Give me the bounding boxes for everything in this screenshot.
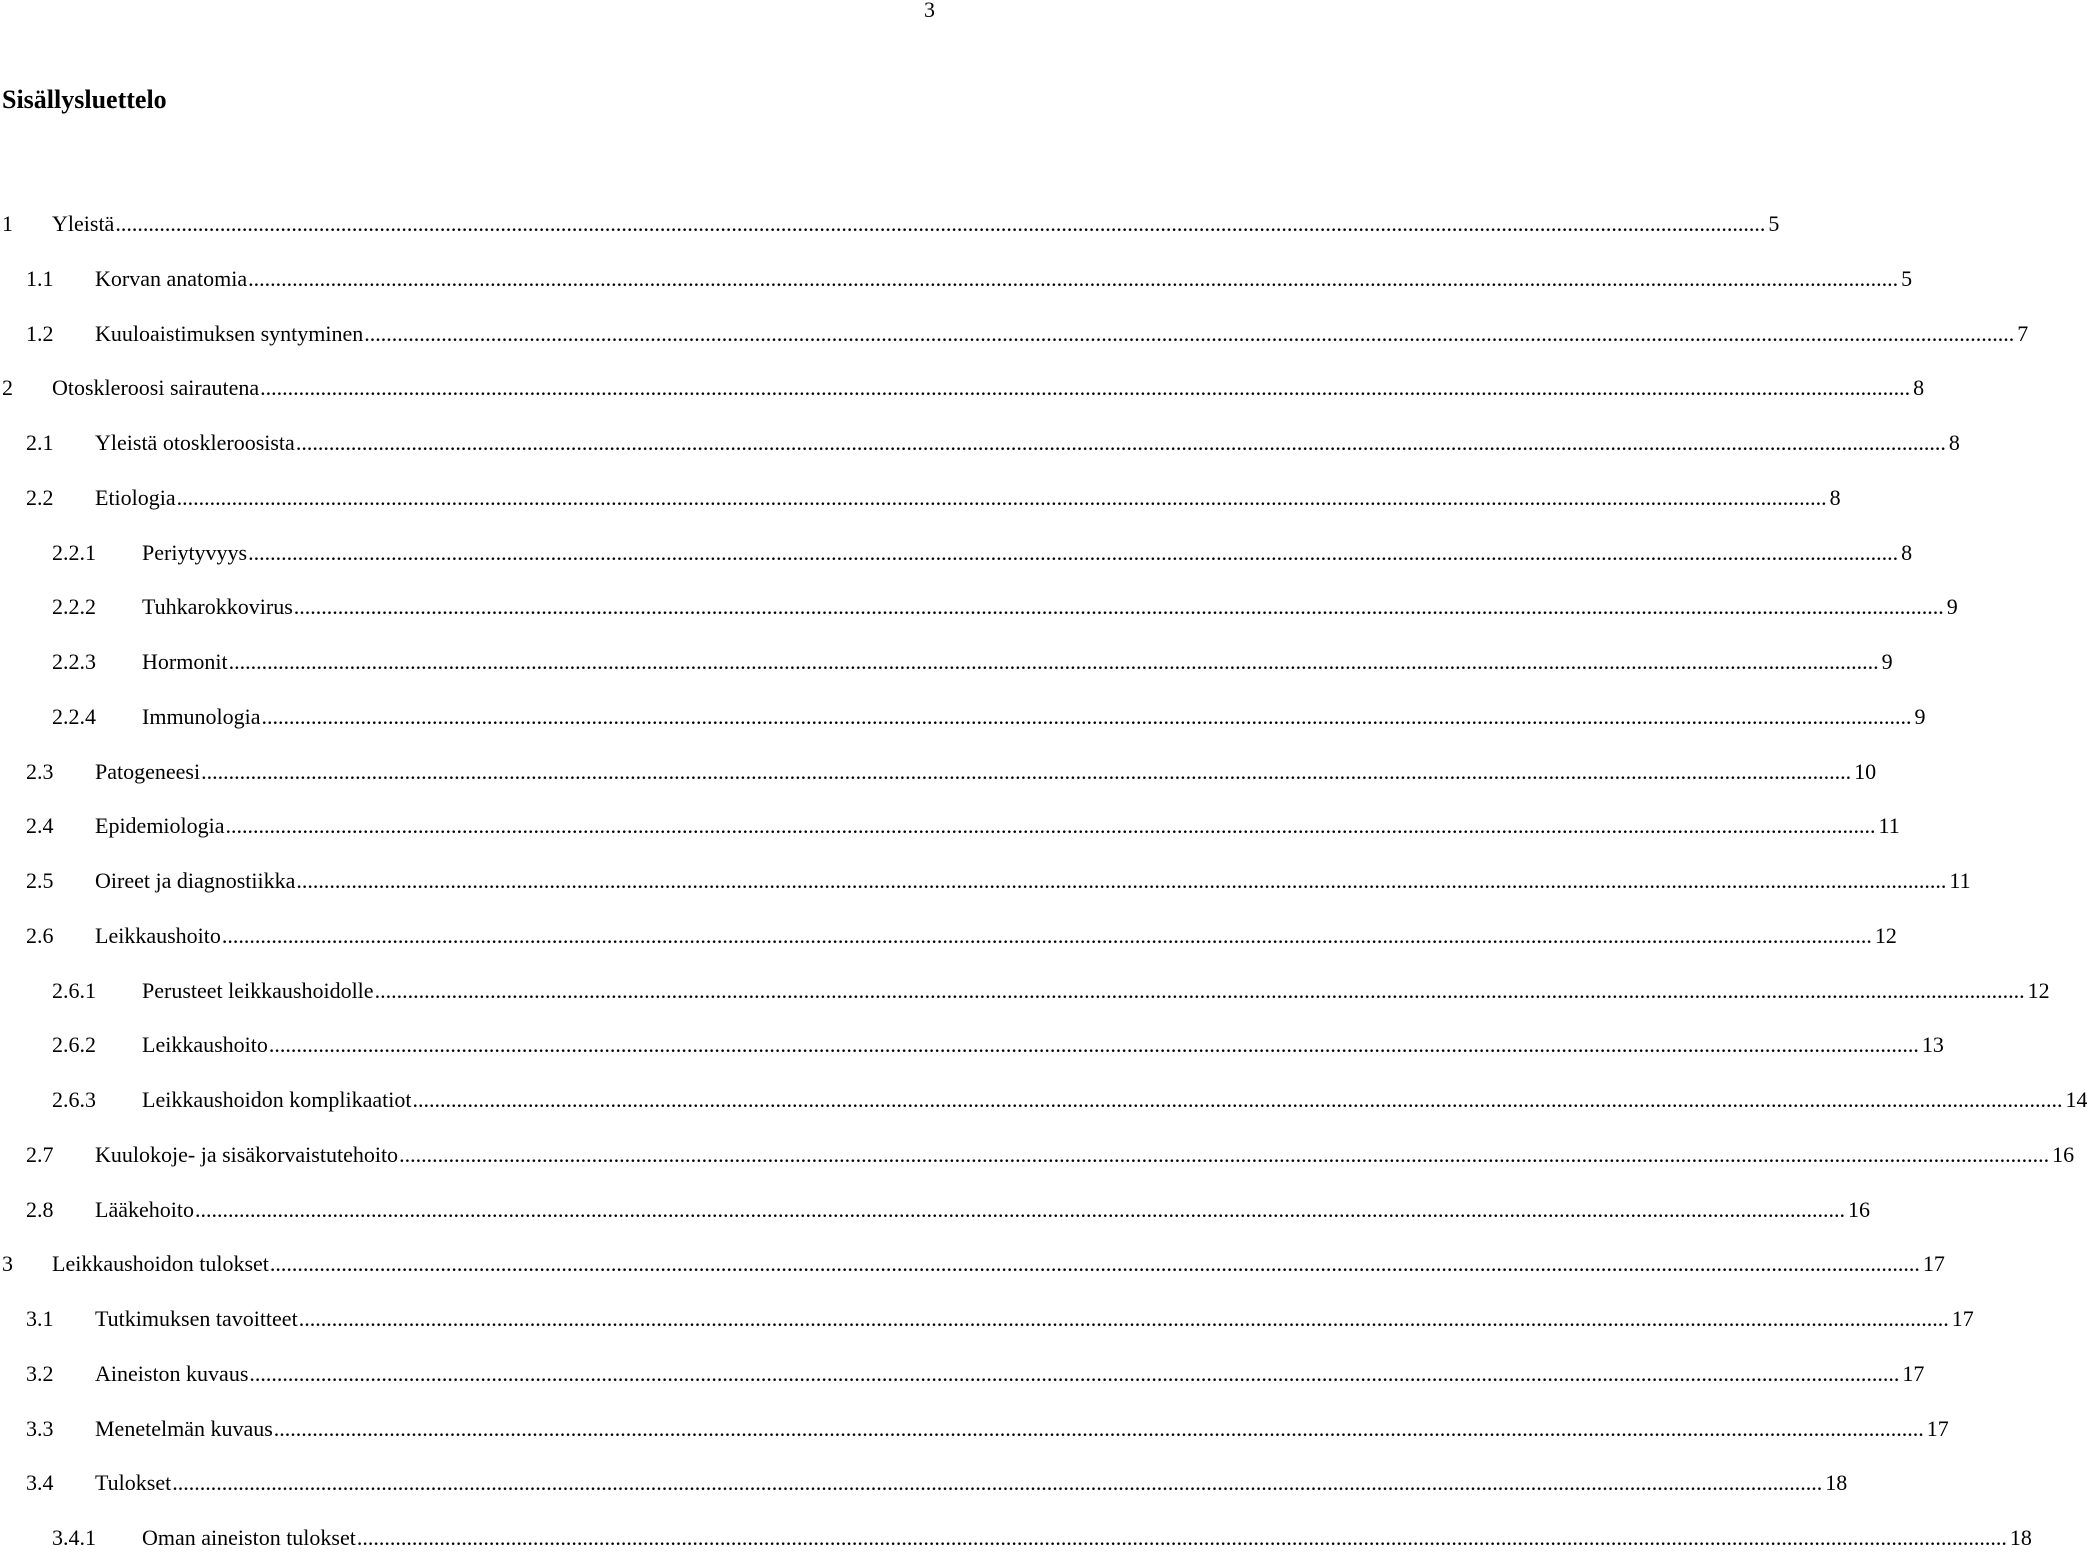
toc-dot-leader: ............................................................................................................................................................................................................................................................................................................ xyxy=(295,430,1946,455)
toc-dot-leader: ............................................................................................................................................................................................................................................................................................................ xyxy=(273,1415,1924,1441)
toc-entry-number: 2.2.3 xyxy=(52,649,96,674)
toc-entry-line xyxy=(95,1292,1974,1347)
toc-entry-link[interactable]: Aineiston kuvaus xyxy=(95,1360,249,1386)
toc-entry-line xyxy=(95,854,1971,909)
toc-entry[interactable] xyxy=(0,526,1913,581)
toc-dot-leader: ............................................................................................................................................................................................................................................................................................................ xyxy=(176,484,1827,510)
toc-entry[interactable] xyxy=(0,416,1960,471)
toc-entry[interactable] xyxy=(0,745,1877,800)
toc-dot-leader: ............................................................................................................................................................................................................................................................................................................ xyxy=(248,265,1899,291)
toc-entry-line xyxy=(95,1402,1949,1457)
toc-dot-leader: ............................................................................................................................................................................................................................................................................................................ xyxy=(221,922,1872,948)
toc-entry-number: 2.3 xyxy=(26,758,54,784)
toc-entry-line xyxy=(95,1456,1848,1511)
page-number: 3 xyxy=(924,0,935,22)
toc-entry-page-number: 17 xyxy=(1926,1415,1949,1441)
toc-entry-line xyxy=(95,1183,1870,1238)
toc-entry[interactable] xyxy=(0,1511,2032,1566)
toc-entry-link[interactable]: Periytyvyys xyxy=(142,539,248,565)
toc-entry-link[interactable]: Yleistä xyxy=(52,211,115,236)
toc-dot-leader: ............................................................................................................................................................................................................................................................................................................ xyxy=(268,1032,1919,1058)
toc-entry-link[interactable]: Oman aineiston tulokset xyxy=(142,1525,356,1550)
toc-entry-page-number: 8 xyxy=(1829,484,1841,510)
toc-entry-number: 2.6.2 xyxy=(52,1032,96,1058)
toc-entry-page-number: 11 xyxy=(1878,813,1900,839)
toc-entry-line xyxy=(142,580,1958,635)
toc-entry-line xyxy=(52,361,1925,416)
toc-entry-number: 2.8 xyxy=(26,1196,54,1222)
toc-entry[interactable] xyxy=(0,361,1925,416)
toc-entry-line xyxy=(95,745,1877,800)
toc-dot-leader: ............................................................................................................................................................................................................................................................................................................ xyxy=(364,320,2015,346)
toc-entry-line xyxy=(142,526,1913,581)
toc-entry-number: 1.1 xyxy=(26,265,54,291)
toc-entry[interactable] xyxy=(0,854,1971,909)
toc-entry-line xyxy=(142,1511,2032,1566)
toc-entry-number: 3.4.1 xyxy=(52,1525,96,1550)
toc-dot-leader: ............................................................................................................................................................................................................................................................................................................ xyxy=(260,375,1911,401)
toc-entry-page-number: 16 xyxy=(1847,1196,1870,1222)
toc-entry-line xyxy=(142,690,1926,745)
toc-entry[interactable] xyxy=(0,909,1897,964)
toc-entry-line xyxy=(52,1237,1945,1292)
toc-dot-leader: ............................................................................................................................................................................................................................................................................................................ xyxy=(194,1196,1845,1222)
toc-entry-link[interactable]: Leikkaushoidon tulokset xyxy=(52,1251,269,1277)
toc-entry-page-number: 12 xyxy=(2027,977,2050,1003)
toc-dot-leader: ............................................................................................................................................................................................................................................................................................................ xyxy=(248,539,1899,565)
toc-entry-link[interactable]: Kuuloaistimuksen syntyminen xyxy=(95,320,364,346)
toc-entry[interactable] xyxy=(0,799,1900,854)
toc-dot-leader: ............................................................................................................................................................................................................................................................................................................ xyxy=(399,1141,2050,1167)
toc-entry-link[interactable]: Lääkehoito xyxy=(95,1196,194,1222)
toc-entry-link[interactable]: Tutkimuksen tavoitteet xyxy=(95,1306,298,1331)
toc-entry-line xyxy=(95,307,2029,362)
toc-entry-number: 2.2.4 xyxy=(52,703,96,729)
page-title: Sisällysluettelo xyxy=(2,85,167,114)
toc-entry-line xyxy=(95,416,1960,471)
toc-entry-line xyxy=(95,1347,1925,1402)
toc-entry-link[interactable]: Etiologia xyxy=(95,484,176,510)
toc-entry-page-number: 12 xyxy=(1874,922,1897,948)
toc-entry-number: 3 xyxy=(2,1251,13,1277)
table-of-contents xyxy=(0,197,2087,1566)
toc-dot-leader: ............................................................................................................................................................................................................................................................................................................ xyxy=(115,211,1766,236)
toc-entry-page-number: 13 xyxy=(1921,1032,1944,1058)
toc-dot-leader: ............................................................................................................................................................................................................................................................................................................ xyxy=(412,1087,2063,1112)
toc-entry[interactable] xyxy=(0,252,1913,307)
toc-dot-leader: ............................................................................................................................................................................................................................................................................................................ xyxy=(374,977,2025,1003)
toc-entry-page-number: 18 xyxy=(1825,1470,1848,1496)
toc-entry-link[interactable]: Menetelmän kuvaus xyxy=(95,1415,273,1441)
toc-entry-number: 3.4 xyxy=(26,1470,54,1496)
toc-entry-line xyxy=(52,197,1780,252)
toc-entry[interactable] xyxy=(0,307,2029,362)
toc-entry-link[interactable]: Tulokset xyxy=(95,1470,172,1496)
toc-dot-leader: ............................................................................................................................................................................................................................................................................................................ xyxy=(225,813,1876,839)
toc-entry[interactable] xyxy=(0,635,1893,690)
toc-entry[interactable] xyxy=(0,1128,2075,1183)
toc-entry-number: 2.5 xyxy=(26,868,54,893)
toc-entry-page-number: 9 xyxy=(1946,594,1958,620)
toc-dot-leader: ............................................................................................................................................................................................................................................................................................................ xyxy=(261,703,1912,729)
toc-entry-line xyxy=(142,635,1893,690)
toc-entry[interactable] xyxy=(0,690,1926,745)
toc-entry-number: 3.3 xyxy=(26,1415,54,1441)
toc-dot-leader: ............................................................................................................................................................................................................................................................................................................ xyxy=(356,1525,2007,1550)
toc-entry[interactable] xyxy=(0,1347,1925,1402)
toc-entry-page-number: 7 xyxy=(2017,320,2029,346)
toc-entry-link[interactable]: Tuhkarokkovirus xyxy=(142,594,293,620)
toc-entry-number: 1 xyxy=(2,211,13,236)
toc-entry-link[interactable]: Patogeneesi xyxy=(95,758,201,784)
toc-entry-page-number: 18 xyxy=(2009,1525,2032,1550)
toc-entry[interactable] xyxy=(0,580,1958,635)
toc-dot-leader: ............................................................................................................................................................................................................................................................................................................ xyxy=(201,758,1852,784)
toc-entry-number: 2.2.1 xyxy=(52,539,96,565)
toc-entry-link[interactable]: Hormonit xyxy=(142,649,228,674)
toc-entry[interactable] xyxy=(0,197,1780,252)
toc-entry-line xyxy=(95,252,1913,307)
toc-entry-link[interactable]: Immunologia xyxy=(142,703,261,729)
toc-entry-link[interactable]: Epidemiologia xyxy=(95,813,225,839)
toc-entry-link[interactable]: Yleistä otoskleroosista xyxy=(95,430,295,455)
toc-entry-line xyxy=(95,799,1900,854)
toc-entry[interactable] xyxy=(0,1183,1870,1238)
toc-entry-number: 3.1 xyxy=(26,1306,54,1331)
toc-entry-line xyxy=(142,1073,2087,1128)
toc-entry-link[interactable]: Kuulokoje- ja sisäkorvaistutehoito xyxy=(95,1141,399,1167)
toc-entry[interactable] xyxy=(0,1237,1945,1292)
toc-entry-page-number: 8 xyxy=(1948,430,1960,455)
toc-dot-leader: ............................................................................................................................................................................................................................................................................................................ xyxy=(298,1306,1949,1331)
toc-entry[interactable] xyxy=(0,1073,2087,1128)
toc-entry-number: 2.4 xyxy=(26,813,54,839)
toc-entry-number: 2 xyxy=(2,375,13,401)
toc-entry-page-number: 17 xyxy=(1902,1360,1925,1386)
toc-entry-number: 2.6.3 xyxy=(52,1087,96,1112)
toc-entry-page-number: 8 xyxy=(1913,375,1925,401)
toc-entry-page-number: 8 xyxy=(1901,539,1913,565)
toc-entry-page-number: 16 xyxy=(2052,1141,2075,1167)
toc-entry-link[interactable]: Leikkaushoidon komplikaatiot xyxy=(142,1087,412,1112)
toc-entry-page-number: 14 xyxy=(2065,1087,2087,1112)
toc-entry-line xyxy=(142,1018,1944,1073)
toc-entry-link[interactable]: Otoskleroosi sairautena xyxy=(52,375,260,401)
toc-entry-line xyxy=(142,964,2050,1019)
toc-entry-number: 3.2 xyxy=(26,1360,54,1386)
toc-entry[interactable] xyxy=(0,1402,1949,1457)
toc-dot-leader: ............................................................................................................................................................................................................................................................................................................ xyxy=(172,1470,1823,1496)
toc-entry-link[interactable]: Perusteet leikkaushoidolle xyxy=(142,977,374,1003)
toc-dot-leader: ............................................................................................................................................................................................................................................................................................................ xyxy=(228,649,1879,674)
toc-entry-page-number: 5 xyxy=(1901,265,1913,291)
toc-entry-number: 2.7 xyxy=(26,1141,54,1167)
toc-entry[interactable] xyxy=(0,1292,1974,1347)
toc-entry-number: 2.6.1 xyxy=(52,977,96,1003)
toc-entry-number: 2.6 xyxy=(26,922,54,948)
toc-entry-line xyxy=(95,909,1897,964)
toc-entry-page-number: 9 xyxy=(1914,703,1926,729)
toc-dot-leader: ............................................................................................................................................................................................................................................................................................................ xyxy=(296,868,1947,893)
toc-entry-line xyxy=(95,1128,2075,1183)
toc-entry[interactable] xyxy=(0,471,1841,526)
toc-entry-number: 1.2 xyxy=(26,320,54,346)
toc-entry-number: 2.2 xyxy=(26,484,54,510)
toc-entry[interactable] xyxy=(0,964,2050,1019)
toc-entry-line xyxy=(95,471,1841,526)
toc-entry-page-number: 9 xyxy=(1881,649,1893,674)
toc-dot-leader: ............................................................................................................................................................................................................................................................................................................ xyxy=(269,1251,1920,1277)
toc-entry-number: 2.2.2 xyxy=(52,594,96,620)
toc-dot-leader: ............................................................................................................................................................................................................................................................................................................ xyxy=(249,1360,1900,1386)
toc-entry-page-number: 5 xyxy=(1768,211,1780,236)
toc-entry-page-number: 17 xyxy=(1922,1251,1945,1277)
toc-dot-leader: ............................................................................................................................................................................................................................................................................................................ xyxy=(293,594,1944,620)
toc-entry-link[interactable]: Leikkaushoito xyxy=(142,1032,268,1058)
toc-entry[interactable] xyxy=(0,1018,1944,1073)
toc-entry-page-number: 17 xyxy=(1951,1306,1974,1331)
toc-entry-link[interactable]: Oireet ja diagnostiikka xyxy=(95,868,296,893)
toc-entry[interactable] xyxy=(0,1456,1848,1511)
toc-entry-link[interactable]: Leikkaushoito xyxy=(95,922,221,948)
toc-entry-link[interactable]: Korvan anatomia xyxy=(95,265,248,291)
toc-entry-page-number: 11 xyxy=(1949,868,1971,893)
toc-entry-page-number: 10 xyxy=(1854,758,1877,784)
toc-entry-number: 2.1 xyxy=(26,430,54,455)
